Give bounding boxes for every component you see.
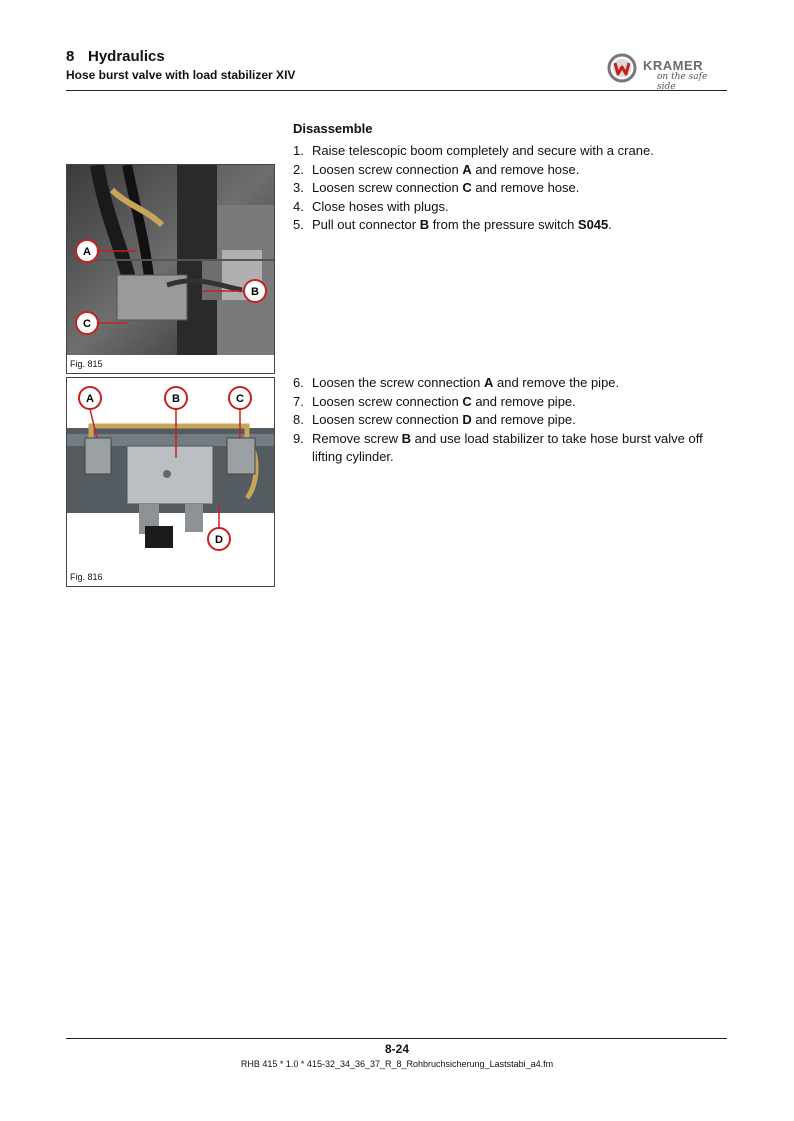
step-key-term: B	[419, 217, 430, 232]
callout-c	[229, 387, 251, 409]
step-key-term: C	[462, 180, 472, 195]
step-text: .	[608, 217, 612, 232]
step-item	[293, 430, 723, 467]
chapter-number: 8	[66, 48, 75, 65]
step-item	[293, 161, 723, 180]
logo-brand: KRAMER	[643, 58, 704, 73]
step-item	[293, 142, 723, 161]
step-text: and remove hose.	[471, 161, 580, 177]
step-text: Pull out connector	[312, 217, 420, 232]
step-key-term: A	[484, 375, 494, 390]
step-text: Close hoses with plugs.	[312, 198, 449, 214]
steps-list-1	[293, 142, 723, 235]
svg-text:B: B	[251, 286, 259, 298]
callout-a	[79, 387, 101, 409]
step-text: and remove the pipe.	[493, 375, 620, 390]
step-text: Loosen screw connection	[312, 161, 463, 177]
figure-816	[66, 377, 275, 587]
svg-text:B: B	[172, 393, 180, 405]
step-text: from the pressure switch	[429, 217, 578, 232]
step-text: Loosen screw connection	[312, 180, 463, 195]
step-text: Loosen screw connection	[312, 393, 463, 409]
figure-815-callouts	[67, 165, 274, 355]
document-reference: RHB 415 * 1.0 * 415-32_34_36_37_R_8_Rohbruchsicherung_Laststabi_a4.fm	[240, 1059, 554, 1069]
figure-815	[66, 164, 275, 374]
callout-b	[244, 280, 266, 302]
figure-816-callouts	[67, 378, 274, 568]
step-item	[293, 179, 723, 198]
step-text: Loosen the screw connection	[312, 375, 484, 390]
svg-text:A: A	[83, 246, 91, 258]
section-subtitle: Hose burst valve with load stabilizer XIV	[66, 68, 296, 82]
step-number: 2.	[293, 161, 304, 177]
callout-d	[208, 528, 230, 550]
step-text: Loosen screw connection	[312, 412, 463, 427]
step-item	[293, 393, 723, 412]
step-number: 7.	[293, 393, 304, 409]
chapter-heading	[66, 48, 165, 65]
step-item	[293, 374, 723, 393]
step-text: and use load stabilizer to take hose burst valve off lifting cylinder.	[312, 430, 703, 464]
step-text: Remove screw	[312, 430, 402, 446]
figure-caption: Fig. 815	[70, 359, 103, 369]
step-item	[293, 198, 723, 217]
step-number: 5.	[293, 217, 304, 232]
callout-a	[76, 240, 98, 262]
page-header	[66, 48, 727, 91]
step-number: 6.	[293, 375, 304, 390]
footer-divider	[66, 1038, 727, 1039]
step-text: Raise telescopic boom completely and secure with a crane.	[312, 143, 654, 158]
kramer-logo	[599, 52, 727, 92]
page-number: 8-24	[384, 1042, 410, 1056]
step-key-term: D	[462, 412, 472, 427]
step-key-term: C	[462, 393, 472, 409]
step-number: 1.	[293, 143, 304, 158]
step-key-term: B	[401, 430, 411, 446]
svg-text:C: C	[83, 318, 91, 330]
step-item	[293, 411, 723, 430]
svg-text:C: C	[236, 393, 244, 405]
step-number: 9.	[293, 430, 304, 446]
callout-b	[165, 387, 187, 409]
step-key-term: A	[462, 161, 472, 177]
step-text: and remove pipe.	[471, 412, 576, 427]
figure-caption: Fig. 816	[70, 572, 103, 582]
section-title: Disassemble	[293, 121, 373, 136]
svg-text:A: A	[86, 393, 94, 405]
callout-c	[76, 312, 98, 334]
chapter-title: Hydraulics	[88, 48, 165, 65]
kramer-w-emblem-icon	[607, 53, 637, 83]
logo-slogan: on the safe side	[657, 72, 708, 92]
step-number: 8.	[293, 412, 304, 427]
steps-list-2	[293, 374, 723, 467]
step-item	[293, 216, 723, 235]
step-number: 4.	[293, 198, 304, 214]
svg-text:D: D	[215, 534, 223, 546]
step-text: and remove pipe.	[471, 393, 576, 409]
step-text: and remove hose.	[471, 180, 580, 195]
step-key-term: S045	[577, 217, 609, 232]
step-number: 3.	[293, 180, 304, 195]
